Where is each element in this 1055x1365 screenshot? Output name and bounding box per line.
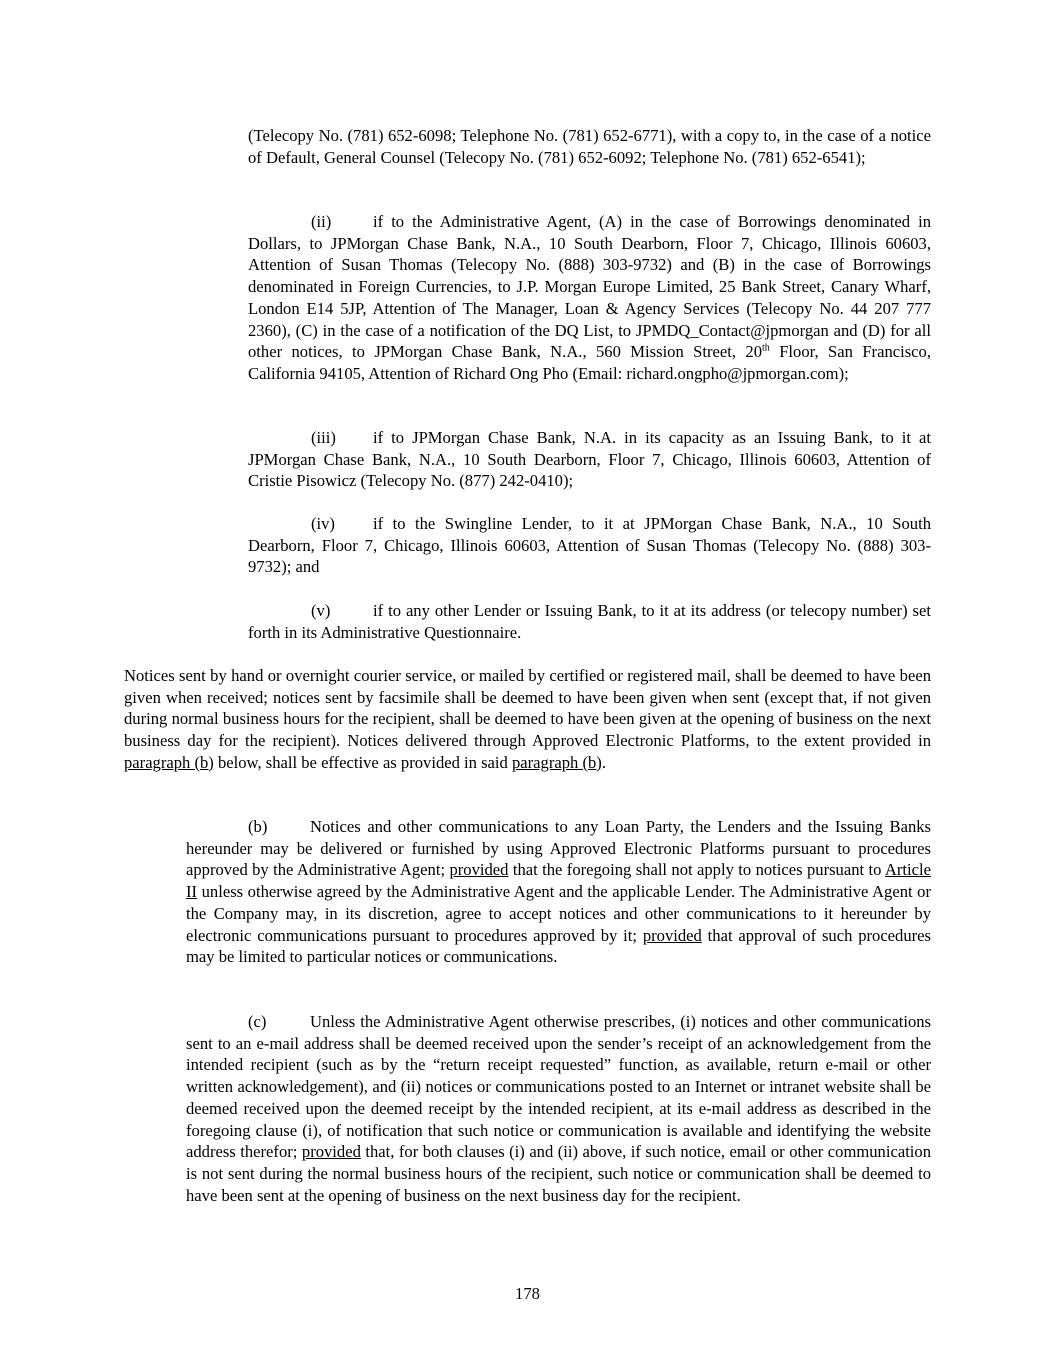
section-c-label: (c) bbox=[248, 1012, 267, 1031]
item-iv-label: (iv) bbox=[311, 514, 335, 533]
item-v-label: (v) bbox=[311, 601, 331, 620]
item-ii-text-a: if to the Administrative Agent, (A) in the case of Borrowings denominated in Dollars, to JPMorgan Chase Bank, N.A., 10 South Dearborn, Floor 7, Chicago, Illinois 60603, Attention of Susan Thomas (Telecopy No. (888) 303-9732) and (B) in the case of Borrowings denominated in Foreign Currencies, to J.P. Morgan Europe Limited, 25 Bank Street, Canary Wharf, London E14 5JP, Attention of The Manager, Loan & Agency Services (Telecopy No. 44 207 777 2360), (C) in the case of a notification of the DQ List, to JPMDQ_Contact@jpmorgan and (D) for all other notices, to JPMorgan Chase Bank, N.A., 560 Mission Street, 20 bbox=[248, 212, 931, 362]
section-b-text-c: unless otherwise agreed by the Administrative Agent and the applicable Lender. The Administrative Agent or the Company may, in its discretion, agree to accept notices and other communications to it hereunder by electronic communications pursuant to procedures approved by it; bbox=[186, 882, 931, 945]
provided-term-1: provided bbox=[449, 860, 509, 880]
notices-text-b: below, shall be effective as provided in said bbox=[213, 752, 512, 772]
item-ii-label: (ii) bbox=[311, 212, 332, 231]
item-ii-superscript: th bbox=[762, 342, 770, 354]
item-iii-label: (iii) bbox=[311, 428, 336, 447]
paragraph-continuation bbox=[248, 125, 931, 168]
section-c-text-b: that, for both clauses (i) and (ii) above, if such notice, email or other communication is not sent during the normal business hours of the recipient, such notice or communication shall be deemed to have been sent at the opening of business on the next business day for the recipient. bbox=[186, 1142, 932, 1205]
article-ii-reference: Article II bbox=[186, 860, 931, 902]
section-b-text-a: Notices and other communications to any Loan Party, the Lenders and the Issuing Banks hereunder may be delivered or furnished by using Approved Electronic Platforms pursuant to procedures approved by the Administrative Agent; bbox=[186, 817, 931, 880]
item-v-text: if to any other Lender or Issuing Bank, to it at its address (or telecopy number) set forth in its Administrative Questionnaire. bbox=[248, 601, 931, 642]
provided-term-2: provided bbox=[642, 925, 702, 945]
paragraph-item-iv bbox=[248, 513, 931, 578]
page-number: 178 bbox=[515, 1284, 540, 1303]
section-b-text-b: that the foregoing shall not apply to notices pursuant to bbox=[508, 860, 885, 880]
item-ii-text-b: Floor, San Francisco, California 94105, Attention of Richard Ong Pho (Email: richard.ongpho@jpmorgan.com); bbox=[248, 342, 931, 383]
paragraph-item-iii bbox=[248, 427, 931, 492]
item-iii-text: if to JPMorgan Chase Bank, N.A. in its capacity as an Issuing Bank, to it at JPMorgan Chase Bank, N.A., 10 South Dearborn, Floor 7, Chicago, Illinois 60603, Attention of Cristie Pisowicz (Telecopy No. (877) 242-0410); bbox=[248, 428, 931, 491]
section-b-label: (b) bbox=[248, 817, 268, 836]
notices-text-a: Notices sent by hand or overnight courier service, or mailed by certified or registered mail, shall be deemed to have been given when received; notices sent by facsimile shall be deemed to have been given when sent (except that, if not given during normal business hours for the recipient, shall be deemed to have been given at the opening of business on the next business day for the recipient). Notices delivered through Approved Electronic Platforms, to the extent provided in bbox=[124, 666, 931, 751]
paragraph-item-v bbox=[248, 600, 931, 643]
paragraph-b-reference-2: paragraph (b) bbox=[511, 752, 602, 772]
notices-text-c: . bbox=[601, 752, 606, 772]
paragraph-section-b bbox=[186, 816, 931, 968]
section-c-text-a: Unless the Administrative Agent otherwise prescribes, (i) notices and other communications sent to an e-mail address shall be deemed received upon the sender’s receipt of an acknowledgement from the intended recipient (such as by the “return receipt requested” function, as available, return e-mail or other written acknowledgement), and (ii) notices or communications posted to an Internet or intranet website shall be deemed received upon the deemed receipt by the intended recipient, at its e-mail address as described in the foregoing clause (i), of notification that such notice or communication is available and identifying the website address therefor; bbox=[186, 1012, 931, 1162]
section-b-text-d: that approval of such procedures may be limited to particular notices or communications. bbox=[186, 925, 931, 967]
paragraph-section-c bbox=[186, 1011, 931, 1206]
paragraph-notices bbox=[124, 665, 931, 774]
paragraph-item-ii bbox=[248, 211, 931, 385]
continuation-text: (Telecopy No. (781) 652-6098; Telephone No. (781) 652-6771), with a copy to, in the case of a notice of Default, General Counsel (Telecopy No. (781) 652-6092; Telephone No. (781) 652-6541); bbox=[248, 126, 931, 167]
provided-term-3: provided bbox=[301, 1142, 361, 1162]
paragraph-b-reference-1: paragraph (b) bbox=[124, 752, 214, 772]
item-iv-text: if to the Swingline Lender, to it at JPMorgan Chase Bank, N.A., 10 South Dearborn, Floor 7, Chicago, Illinois 60603, Attention of Susan Thomas (Telecopy No. (888) 303-9732); and bbox=[248, 514, 931, 577]
